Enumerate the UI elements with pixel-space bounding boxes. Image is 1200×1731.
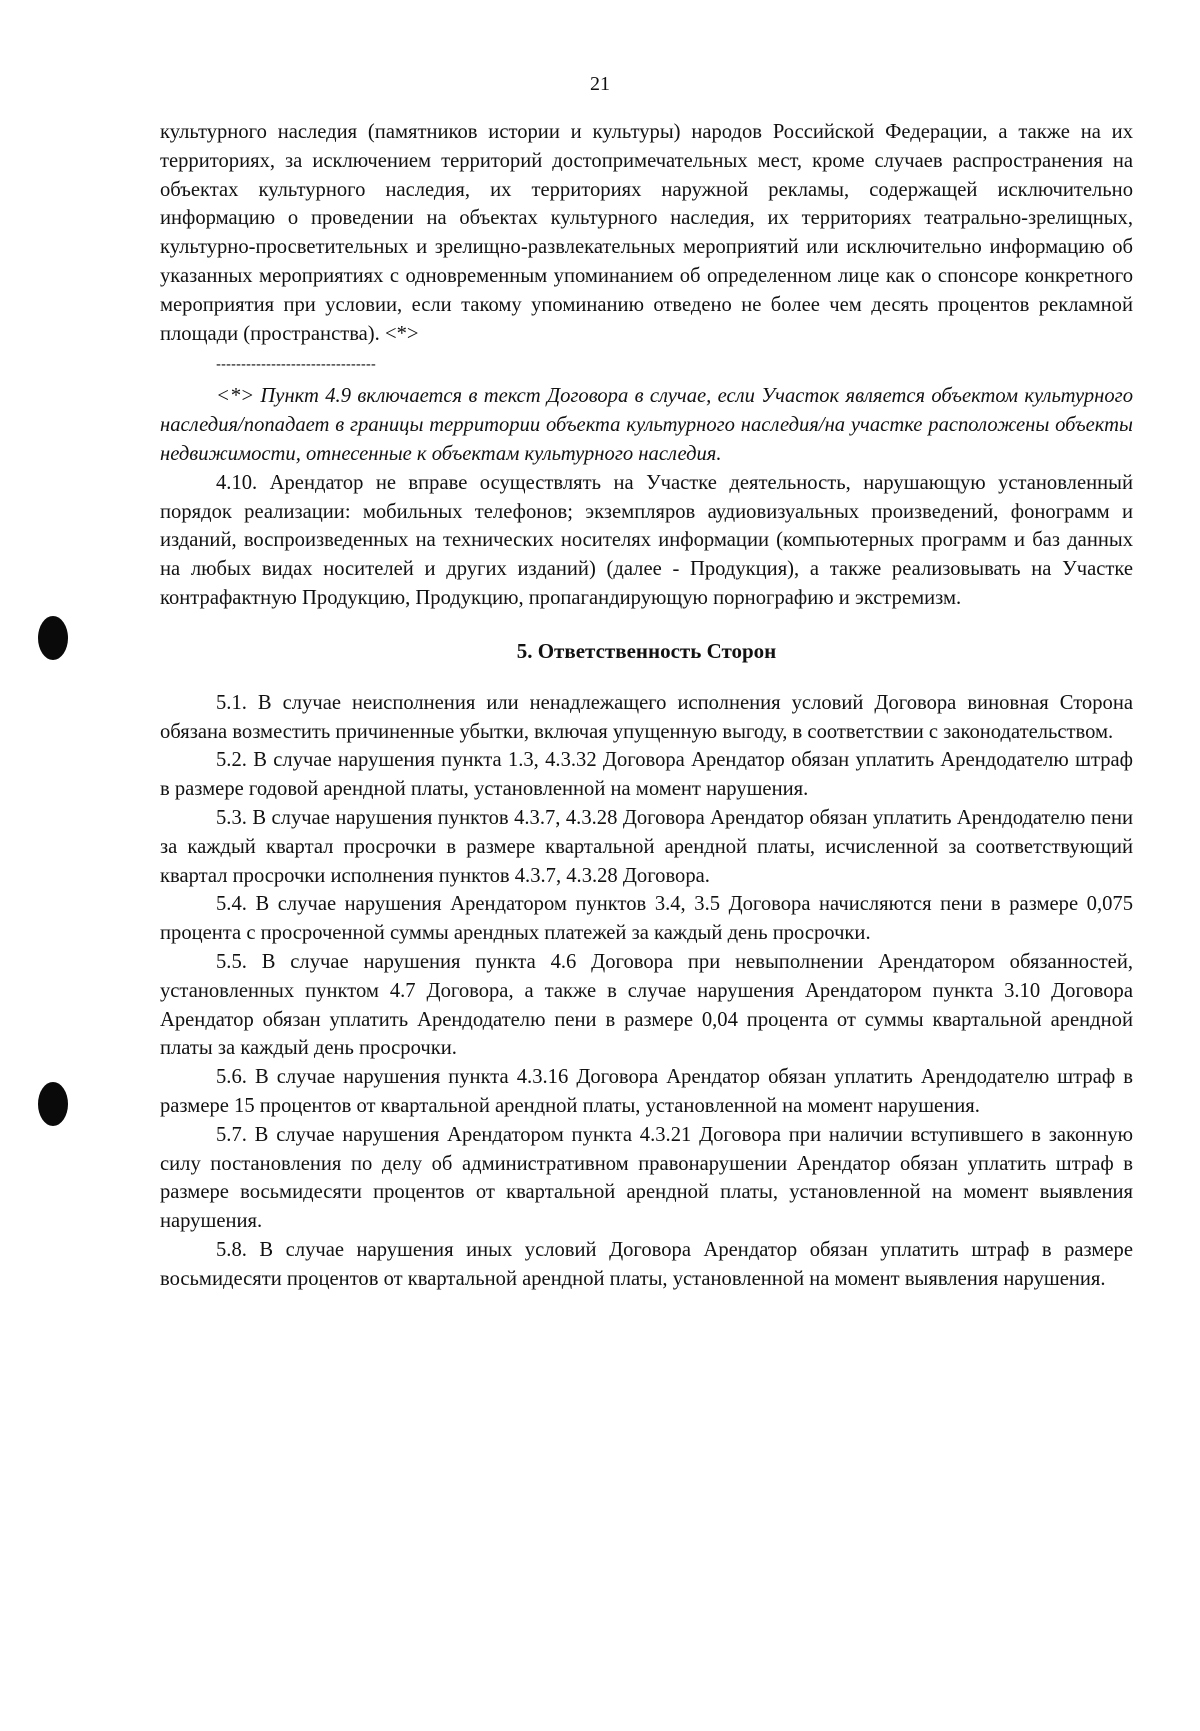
punch-hole-top <box>38 616 68 660</box>
footnote-divider: -------------------------------- <box>216 356 376 374</box>
clause-5-4: 5.4. В случае нарушения Арендатором пунктов 3.4, 3.5 Договора начисляются пени в размере 0,075 процента с просроченной суммы арендных платежей за каждый день просрочки. <box>160 893 1133 945</box>
page-number: 21 <box>590 73 610 95</box>
paragraph-continuation: культурного наследия (памятников истории и культуры) народов Российской Федерации, а также на их территориях, за исключением территорий достопримечательных мест, кроме случаев распространения на объектах культурного наследия, их территориях наружной рекламы, содержащей исключительно информацию о проведении на объектах культурного наследия, их территориях театрально-зрелищных, культурно-просветительных и зрелищно-развлекательных мероприятий или исключительно информацию об указанных мероприятиях с одновременным упоминанием об определенном лице как о спонсоре конкретного мероприятия при условии, если такому упоминанию отведено не более чем десять процентов рекламной площади (пространства). <*> <box>160 121 1133 345</box>
section-heading: 5. Ответственность Сторон <box>516 638 777 663</box>
clause-5-3: 5.3. В случае нарушения пунктов 4.3.7, 4.3.28 Договора Арендатор обязан уплатить Арендодателю пени за каждый квартал просрочки в размере квартальной арендной платы, исчисленной за соответствующий квартал просрочки исполнения пунктов 4.3.7, 4.3.28 Договора. <box>160 806 1133 887</box>
clause-4-10: 4.10. Арендатор не вправе осуществлять на Участке деятельность, нарушающую установленный порядок реализации: мобильных телефонов; экземпляров аудиовизуальных произведений, фонограмм и изданий, воспроизведенных на технических носителях информации (компьютерных программ и баз данных на любых видах носителей и других изданий) (далее - Продукция), а также реализовывать на Участке контрафактную Продукцию, Продукцию, пропагандирующую порнографию и экстремизм. <box>160 471 1133 609</box>
punch-hole-bottom <box>38 1082 68 1126</box>
document-body <box>160 118 1133 1293</box>
clause-5-5: 5.5. В случае нарушения пункта 4.6 Договора при невыполнении Арендатором обязанностей, установленных пунктом 4.7 Договора, а также в случае нарушения Арендатором пункта 3.10 Договора Арендатор обязан уплатить Арендодателю пени в размере 0,04 процента от суммы квартальной арендной платы за каждый день просрочки. <box>160 950 1133 1060</box>
clause-5-2: 5.2. В случае нарушения пункта 1.3, 4.3.32 Договора Арендатор обязан уплатить Арендодателю штраф в размере годовой арендной платы, установленной на момент нарушения. <box>160 749 1133 801</box>
clause-5-8: 5.8. В случае нарушения иных условий Договора Арендатор обязан уплатить штраф в размере восьмидесяти процентов от квартальной арендной платы, установленной на момент выявления нарушения. <box>160 1238 1133 1290</box>
clause-5-7: 5.7. В случае нарушения Арендатором пункта 4.3.21 Договора при наличии вступившего в законную силу постановления по делу об административном правонарушении Арендатор обязан уплатить штраф в размере восьмидесяти процентов от квартальной арендной платы, установленной на момент выявления нарушения. <box>160 1123 1133 1233</box>
clause-5-6: 5.6. В случае нарушения пункта 4.3.16 Договора Арендатор обязан уплатить Арендодателю штраф в размере 15 процентов от квартальной арендной платы, установленной на момент нарушения. <box>160 1066 1133 1117</box>
footnote-text: <*> Пункт 4.9 включается в текст Договора в случае, если Участок является объектом культурного наследия/попадает в границы территории объекта культурного наследия/на участке расположены объекты недвижимости, отнесенные к объектам культурного наследия. <box>160 385 1133 465</box>
clause-5-1: 5.1. В случае неисполнения или ненадлежащего исполнения условий Договора виновная Сторона обязана возместить причиненные убытки, включая упущенную выгоду, в соответствии с законодательством. <box>160 691 1133 743</box>
